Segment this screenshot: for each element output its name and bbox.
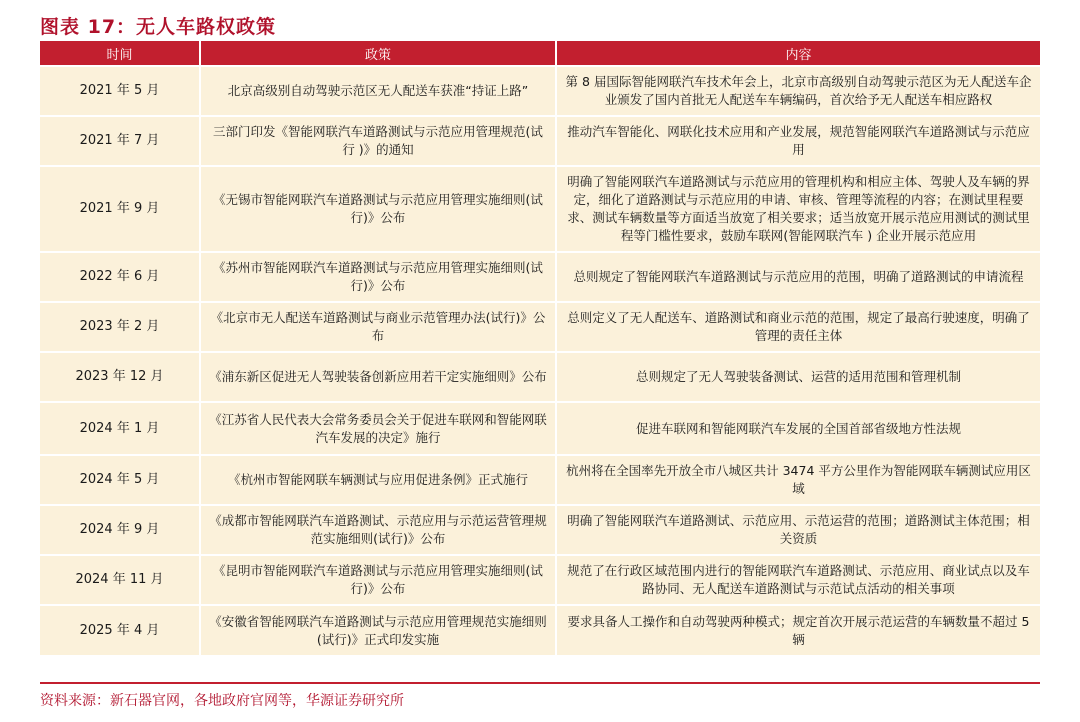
table-row [40,402,1040,455]
table-row [40,555,1040,605]
table-row [40,166,1040,252]
table-row [40,302,1040,352]
date-cell: 2023 年 2 月 [40,302,200,352]
policy-cell: 北京高级别自动驾驶示范区无人配送车获准“持证上路” [200,66,556,116]
table-row [40,605,1040,655]
table-row [40,352,1040,402]
content-cell: 总则规定了无人驾驶装备测试、运营的适用范围和管理机制 [556,352,1040,402]
policy-cell: 三部门印发《智能网联汽车道路测试与示范应用管理规范(试行 )》的通知 [200,116,556,166]
header-policy: 政策 [200,41,556,66]
content-cell: 总则规定了智能网联汽车道路测试与示范应用的范围，明确了道路测试的申请流程 [556,252,1040,302]
date-cell: 2024 年 5 月 [40,455,200,505]
policy-cell: 《成都市智能网联汽车道路测试、示范应用与示范运营管理规范实施细则(试行)》公布 [200,505,556,555]
date-cell: 2021 年 9 月 [40,166,200,252]
policy-cell: 《北京市无人配送车道路测试与商业示范管理办法(试行)》公布 [200,302,556,352]
date-cell: 2021 年 7 月 [40,116,200,166]
content-cell: 明确了智能网联汽车道路测试与示范应用的管理机构和相应主体、驾驶人及车辆的界定，细化了道路测试与示范应用的申请、审核、管理等流程的内容；在测试里程要求、测试车辆数量等方面适当放宽了相关要求；适当放宽开展示范应用测试的测试里程等门槛性要求，鼓励车联网(智能网联汽车 ) 企业开展示范应用 [556,166,1040,252]
content-cell: 第 8 届国际智能网联汽车技术年会上，北京市高级别自动驾驶示范区为无人配送车企业颁发了国内首批无人配送车车辆编码，首次给予无人配送车相应路权 [556,66,1040,116]
policy-cell: 《杭州市智能网联车辆测试与应用促进条例》正式施行 [200,455,556,505]
page-title: 图表 17：无人车路权政策 [40,16,277,38]
header-date: 时间 [40,41,200,66]
source-note: 资料来源：新石器官网，各地政府官网等，华源证券研究所 [40,693,404,709]
bottom-divider [40,682,1040,684]
content-cell: 促进车联网和智能网联汽车发展的全国首部省级地方性法规 [556,402,1040,455]
policy-cell: 《浦东新区促进无人驾驶装备创新应用若干定实施细则》公布 [200,352,556,402]
policy-table [40,41,1040,655]
content-cell: 明确了智能网联汽车道路测试、示范应用、示范运营的范围；道路测试主体范围；相关资质 [556,505,1040,555]
table-row [40,505,1040,555]
policy-cell: 《安徽省智能网联汽车道路测试与示范应用管理规范实施细则(试行)》正式印发实施 [200,605,556,655]
date-cell: 2025 年 4 月 [40,605,200,655]
content-cell: 规范了在行政区域范围内进行的智能网联汽车道路测试、示范应用、商业试点以及车路协同、无人配送车道路测试与示范试点活动的相关事项 [556,555,1040,605]
date-cell: 2021 年 5 月 [40,66,200,116]
content-cell: 推动汽车智能化、网联化技术应用和产业发展，规范智能网联汽车道路测试与示范应用 [556,116,1040,166]
table-row [40,66,1040,116]
date-cell: 2024 年 9 月 [40,505,200,555]
table-header-row [40,41,1040,66]
policy-cell: 《江苏省人民代表大会常务委员会关于促进车联网和智能网联汽车发展的决定》施行 [200,402,556,455]
content-cell: 总则定义了无人配送车、道路测试和商业示范的范围，规定了最高行驶速度，明确了管理的责任主体 [556,302,1040,352]
date-cell: 2024 年 11 月 [40,555,200,605]
date-cell: 2024 年 1 月 [40,402,200,455]
policy-cell: 《苏州市智能网联汽车道路测试与示范应用管理实施细则(试行)》公布 [200,252,556,302]
content-cell: 要求具备人工操作和自动驾驶两种模式；规定首次开展示范运营的车辆数量不超过 5 辆 [556,605,1040,655]
content-cell: 杭州将在全国率先开放全市八城区共计 3474 平方公里作为智能网联车辆测试应用区域 [556,455,1040,505]
table-row [40,116,1040,166]
header-content: 内容 [556,41,1040,66]
date-cell: 2023 年 12 月 [40,352,200,402]
table-row [40,252,1040,302]
policy-cell: 《无锡市智能网联汽车道路测试与示范应用管理实施细则(试行)》公布 [200,166,556,252]
policy-cell: 《昆明市智能网联汽车道路测试与示范应用管理实施细则(试行)》公布 [200,555,556,605]
date-cell: 2022 年 6 月 [40,252,200,302]
table-row [40,455,1040,505]
